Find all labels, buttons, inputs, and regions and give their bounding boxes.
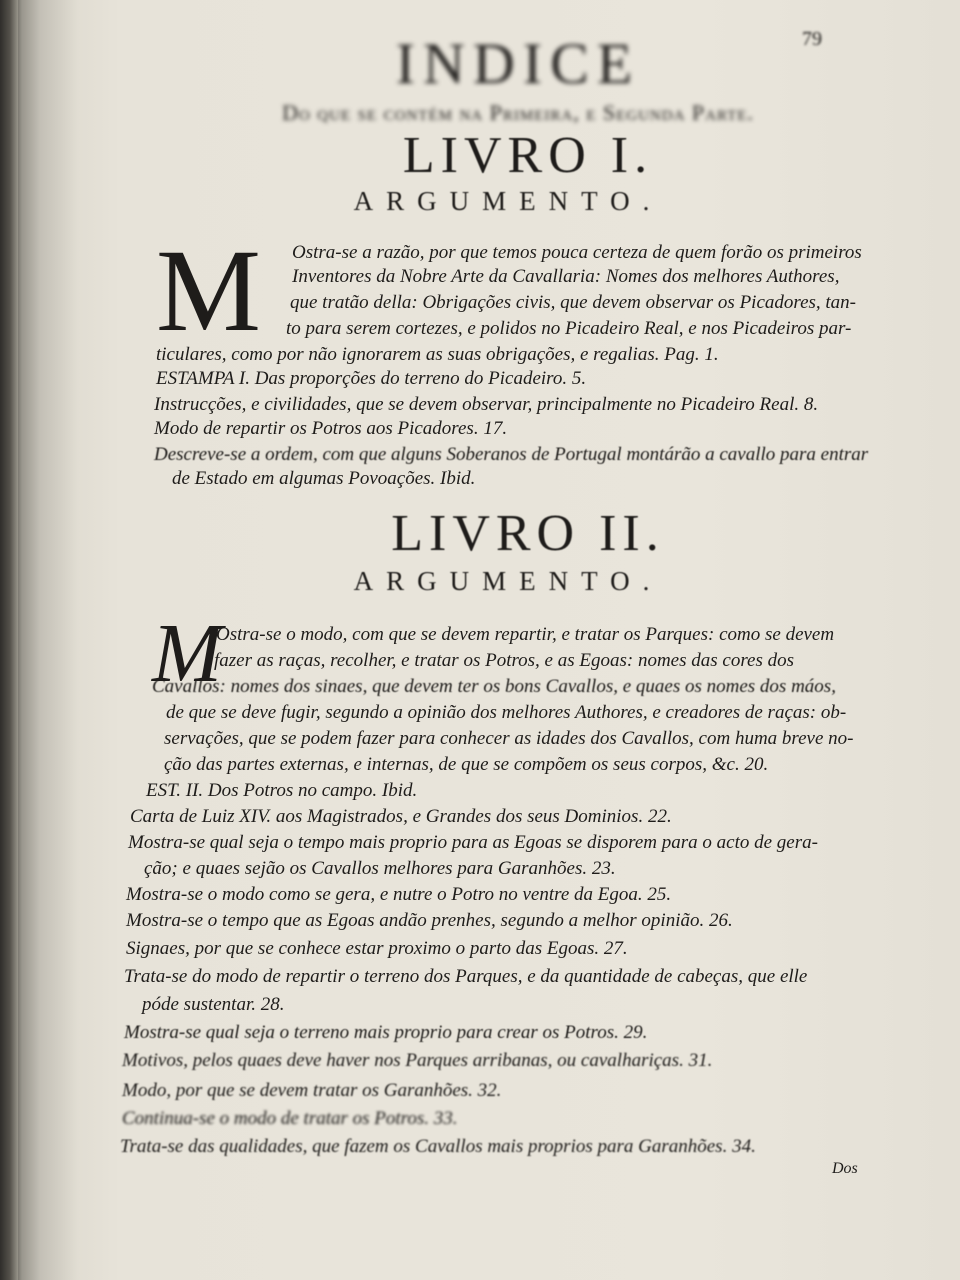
book2-argument-line: ção das partes externas, e internas, de que se compõem os seus corpos, &c. 20. xyxy=(164,754,769,775)
book2-argument-line: de que se deve fugir, segundo a opinião dos melhores Authores, e creadores de raças: ob- xyxy=(166,702,847,723)
book1-argument-line: ticulares, como por não ignorarem as suas obrigações, e regalias. Pag. 1. xyxy=(156,344,719,365)
index-subtitle: Do que se contém na Primeira, e Segunda Parte. xyxy=(282,100,754,125)
book2-argument-line: servações, que se podem fazer para conhecer as idades dos Cavallos, com huma breve no- xyxy=(164,728,854,749)
book1-entry: Instrucções, e civilidades, que se devem observar, principalmente no Picadeiro Real. 8. xyxy=(154,394,819,415)
book2-entry: Mostra-se o tempo que as Egoas andão prenhes, segundo a melhor opinião. 26. xyxy=(126,910,733,931)
book2-entry: Trata-se das qualidades, que fazem os Cavallos mais proprios para Garanhões. 34. xyxy=(120,1136,756,1157)
book2-argument-line: Cavallos: nomes dos sinaes, que devem ter os bons Cavallos, e quaes os nomes dos máos, xyxy=(152,676,836,697)
book2-entry: Carta de Luiz XIV. aos Magistrados, e Grandes dos seus Dominios. 22. xyxy=(130,806,672,827)
index-title: INDICE xyxy=(395,31,641,96)
book1-entry: ESTAMPA I. Das proporções do terreno do Picadeiro. 5. xyxy=(156,368,587,389)
book2-entry: Motivos, pelos quaes deve haver nos Parques arribanas, ou cavalhariças. 31. xyxy=(122,1050,713,1071)
book1-argument-line: to para serem cortezes, e polidos no Picadeiro Real, e nos Picadeiros par- xyxy=(286,318,852,339)
book1-argument-line: que tratão della: Obrigações civis, que devem observar os Picadores, tan- xyxy=(290,292,857,313)
book2-entry: Continua-se o modo de tratar os Potros. 33. xyxy=(122,1108,458,1129)
book2-entry: Mostra-se qual seja o terreno mais proprio para crear os Potros. 29. xyxy=(124,1022,648,1043)
book2-drop-cap: M xyxy=(152,607,222,700)
gutter-shadow xyxy=(18,0,78,1280)
book1-drop-cap: M xyxy=(156,225,261,356)
page-number: 79 xyxy=(802,28,822,50)
book2-entry: Modo, por que se devem tratar os Garanhões. 32. xyxy=(122,1080,502,1101)
book1-entry: Descreve-se a ordem, com que alguns Soberanos de Portugal montárão a cavallo para entrar xyxy=(154,444,869,465)
book-page xyxy=(18,0,960,1280)
book1-entry: Modo de repartir os Potros aos Picadores. 17. xyxy=(154,418,508,439)
book1-heading: LIVRO I. xyxy=(402,127,654,184)
book1-argument-line: Ostra-se a razão, por que temos pouca certeza de quem forão os primeiros xyxy=(292,242,862,263)
book2-entry: Mostra-se qual seja o tempo mais proprio para as Egoas se disporem para o acto de gera- xyxy=(128,832,818,853)
book2-entry: ção; e quaes sejão os Cavallos melhores para Garanhões. 23. xyxy=(144,858,616,879)
book2-entry: Trata-se do modo de repartir o terreno dos Parques, e da quantidade de cabeças, que elle xyxy=(124,966,808,987)
book1-argument-heading: ARGUMENTO. xyxy=(353,186,663,216)
book2-argument-line: Ostra-se o modo, com que se devem repartir, e tratar os Parques: como se devem xyxy=(216,624,835,645)
book2-entry: Mostra-se o modo como se gera, e nutre o Potro no ventre da Egoa. 25. xyxy=(126,884,672,905)
book2-entry: EST. II. Dos Potros no campo. Ibid. xyxy=(146,780,418,801)
book2-entry: Signaes, por que se conhece estar proximo o parto das Egoas. 27. xyxy=(126,938,628,959)
book2-entry: póde sustentar. 28. xyxy=(142,994,285,1015)
book2-argument-line: fazer as raças, recolher, e tratar os Potros, e as Egoas: nomes das cores dos xyxy=(214,650,795,671)
book1-argument-line: Inventores da Nobre Arte da Cavallaria: Nomes dos melhores Authores, xyxy=(292,266,840,287)
catchword: Dos xyxy=(832,1160,858,1177)
book1-entry: de Estado em algumas Povoações. Ibid. xyxy=(172,468,476,489)
book2-argument-heading: ARGUMENTO. xyxy=(353,566,663,596)
book2-heading: LIVRO II. xyxy=(391,505,665,562)
